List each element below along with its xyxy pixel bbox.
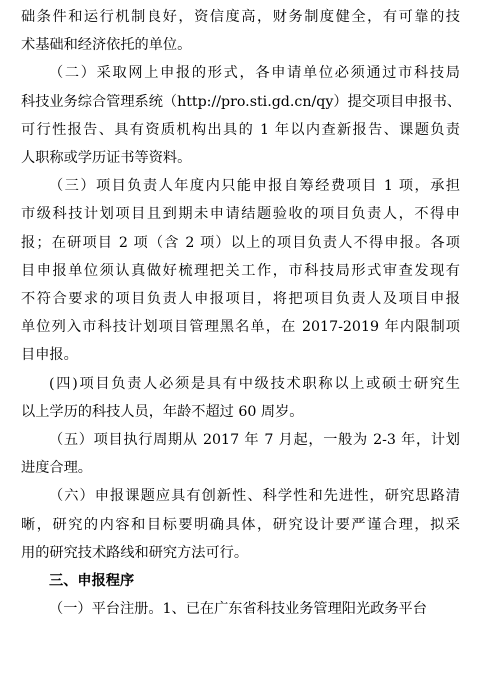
text-line: 术基础和经济依托的单位。 bbox=[21, 37, 192, 54]
text-line: 人职称或学历证书等资料。 bbox=[21, 150, 192, 167]
text-line: （六）申报课题应具有创新性、科学性和先进性，研究思路清 bbox=[49, 488, 460, 505]
text-line: （一）平台注册。1、已在广东省科技业务管理阳光政务平台 bbox=[49, 601, 427, 618]
text-line: 市级科技计划项目且到期未申请结题验收的项目负责人，不得申 bbox=[21, 206, 460, 223]
paragraph-execution-period bbox=[21, 426, 460, 482]
section-heading: 三、申报程序 bbox=[49, 573, 135, 590]
text-line: 单位列入市科技计划项目管理黑名单，在 2017-2019 年内限制项 bbox=[21, 319, 460, 336]
paragraph-qualification-tail bbox=[21, 3, 460, 59]
paragraph-project-leader-limits bbox=[21, 172, 460, 369]
text-line: 不符合要求的项目负责人申报项目，将把项目负责人及项目申报 bbox=[21, 291, 460, 308]
text-line: 可行性报告、具有资质机构出具的 1 年以内查新报告、课题负责 bbox=[21, 121, 460, 138]
text-line: 进度合理。 bbox=[21, 460, 92, 477]
text-line: 础条件和运行机制良好，资信度高，财务制度健全，有可靠的技 bbox=[21, 9, 460, 25]
text-line: （二）采取网上申报的形式，各申请单位必须通过市科技局 bbox=[49, 65, 460, 82]
text-line: 目申报。 bbox=[21, 347, 78, 364]
text-line: 目申报单位须认真做好梳理把关工作，市科技局形式审查发现有 bbox=[21, 262, 460, 279]
text-line: 报；在研项目 2 项（含 2 项）以上的项目负责人不得申报。各项 bbox=[21, 234, 460, 251]
text-line: 以上学历的科技人员，年龄不超过 60 周岁。 bbox=[21, 403, 304, 420]
paragraph-innovation-requirements bbox=[21, 482, 460, 567]
text-line: （三）项目负责人年度内只能申报自筹经费项目 1 项，承担 bbox=[49, 178, 460, 195]
paragraph-online-application bbox=[21, 59, 460, 172]
text-line: 用的研究技术路线和研究方法可行。 bbox=[21, 544, 249, 561]
paragraph-platform-registration bbox=[21, 595, 460, 623]
text-line: 晰，研究的内容和目标要明确具体，研究设计要严谨合理，拟采 bbox=[21, 516, 460, 533]
text-line: 科技业务综合管理系统（http://pro.sti.gd.cn/qy）提交项目申报书、 bbox=[21, 93, 462, 110]
paragraph-leader-qualifications bbox=[21, 370, 460, 426]
text-line: (四)项目负责人必须是具有中级技术职称以上或硕士研究生 bbox=[49, 375, 460, 392]
text-line: （五）项目执行周期从 2017 年 7 月起，一般为 2-3 年，计划 bbox=[49, 432, 460, 449]
